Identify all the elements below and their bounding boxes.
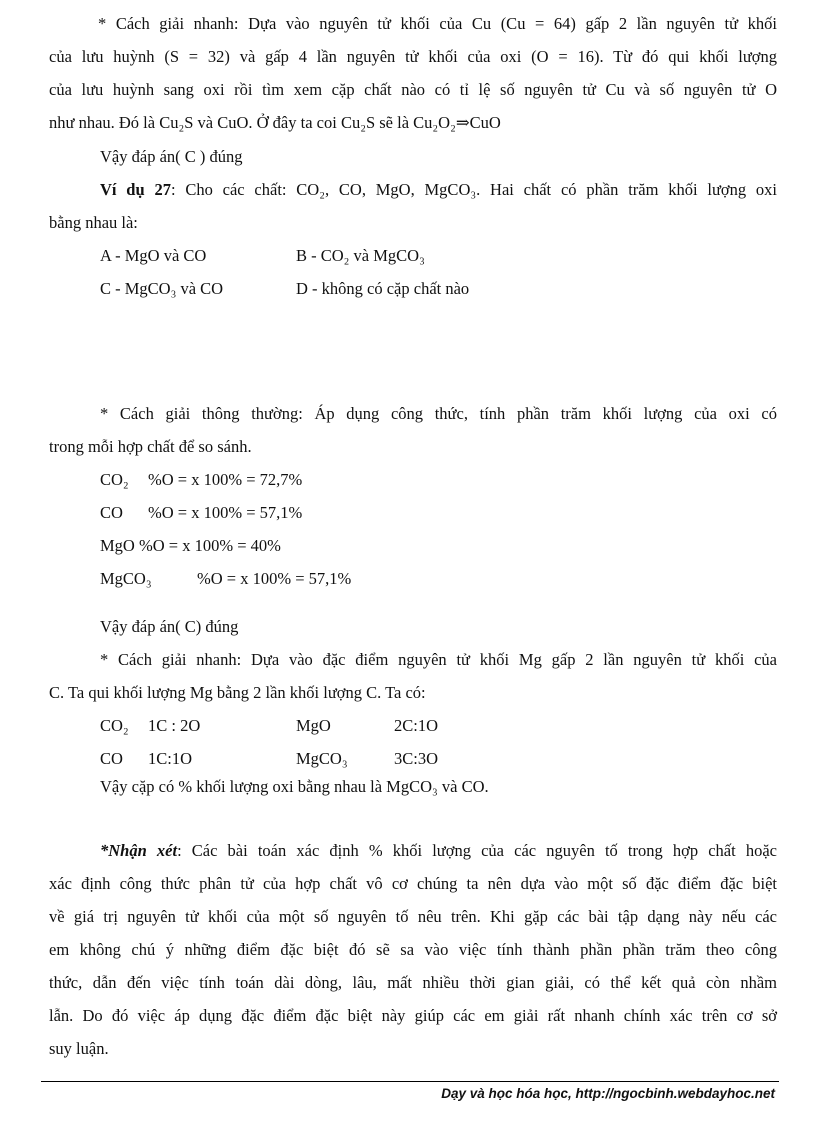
remark-line7: suy luận. bbox=[49, 1039, 109, 1058]
ratio-row bbox=[100, 749, 438, 769]
ratio-formula-2: MgO bbox=[296, 716, 331, 735]
calc-expr: %O = x 100% = 57,1% bbox=[148, 503, 303, 522]
para3-line1: * Cách giải nhanh: Dựa vào đặc điểm nguyên tử khối Mg gấp 2 lần nguyên tử khối của bbox=[100, 650, 777, 669]
ratio-formula-1: CO₂ bbox=[100, 716, 129, 735]
example-line2: bằng nhau là: bbox=[49, 213, 138, 232]
ratio-formula-2: MgCO₃ bbox=[296, 749, 348, 768]
answer-1: Vậy đáp án( C ) đúng bbox=[100, 147, 243, 166]
example-line1 bbox=[49, 180, 777, 200]
ratio-row bbox=[100, 716, 438, 736]
calc-expr: %O = x 100% = 57,1% bbox=[197, 569, 352, 588]
calc-row bbox=[100, 470, 302, 490]
option-a: A - MgO và CO bbox=[100, 246, 207, 265]
calc-row bbox=[100, 503, 302, 523]
example-label: Ví dụ 27 bbox=[100, 180, 171, 199]
remark-line1 bbox=[49, 841, 777, 861]
calc-formula: MgO bbox=[100, 536, 135, 555]
remark-line1-text: : Các bài toán xác định % khối lượng của các nguyên tố trong hợp chất hoặc bbox=[177, 841, 777, 860]
para3-line2: C. Ta qui khối lượng Mg bằng 2 lần khối lượng C. Ta có: bbox=[49, 683, 426, 702]
remark-line2: xác định công thức phân tử của hợp chất vô cơ chúng ta nên dựa vào một số đặc điểm đặc biệt bbox=[49, 874, 777, 893]
option-d: D - không có cặp chất nào bbox=[296, 279, 470, 298]
answer-2: Vậy đáp án( C) đúng bbox=[100, 617, 239, 636]
footer-text: Dạy và học hóa học, http://ngocbinh.webdayhoc.net bbox=[441, 1086, 775, 1101]
calc-expr: %O = x 100% = 72,7% bbox=[148, 470, 303, 489]
ratio-value-1: 1C : 2O bbox=[148, 716, 201, 735]
calc-formula: MgCO₃ bbox=[100, 569, 152, 588]
calc-expr: %O = x 100% = 40% bbox=[139, 536, 281, 555]
remark-label: *Nhận xét bbox=[100, 841, 178, 860]
ratio-value-2: 3C:3O bbox=[394, 749, 439, 768]
ratio-value-2: 2C:1O bbox=[394, 716, 439, 735]
calc-formula: CO₂ bbox=[100, 470, 129, 489]
remark-line5: thức, dẫn đến việc tính toán dài dòng, lâu, mất nhiều thời gian giải, có thể kết quả còn nhầm bbox=[49, 973, 777, 992]
remark-line3: về giá trị nguyên tử khối của một số nguyên tố nêu trên. Khi gặp các bài tập dạng này nếu các bbox=[49, 907, 777, 926]
footer-divider bbox=[41, 1081, 779, 1082]
para1-line4: như nhau. Đó là Cu₂S và CuO. Ở đây ta coi Cu₂S sẽ là Cu₂O₂⇒CuO bbox=[49, 113, 501, 132]
para1-line2: của lưu huỳnh (S = 32) và gấp 4 lần nguyên tử khối của oxi (O = 16). Từ đó qui khối lượng bbox=[49, 47, 777, 66]
calc-row bbox=[100, 536, 281, 556]
ratio-formula-1: CO bbox=[100, 749, 123, 768]
calc-formula: CO bbox=[100, 503, 123, 522]
conclusion: Vậy cặp có % khối lượng oxi bằng nhau là MgCO₃ và CO. bbox=[100, 777, 489, 796]
remark-line6: lẫn. Do đó việc áp dụng đặc điểm đặc biệt này giúp các em giải rất nhanh chính xác trên cơ sở bbox=[49, 1006, 777, 1025]
para1-line1: * Cách giải nhanh: Dựa vào nguyên tử khối của Cu (Cu = 64) gấp 2 lần nguyên tử khối bbox=[98, 14, 777, 33]
para1-line3: của lưu huỳnh sang oxi rồi tìm xem cặp chất nào có tỉ lệ số nguyên tử Cu và số nguyên tử O bbox=[49, 80, 777, 99]
option-b: B - CO₂ và MgCO₃ bbox=[296, 246, 425, 265]
calc-row bbox=[100, 569, 351, 589]
para2-line2: trong mỗi hợp chất để so sánh. bbox=[49, 437, 252, 456]
remark-line4: em không chú ý những điểm đặc biệt đó sẽ sa vào việc tính thành phần phần trăm theo công bbox=[49, 940, 777, 959]
para2-line1: * Cách giải thông thường: Áp dụng công thức, tính phần trăm khối lượng của oxi có bbox=[100, 404, 777, 423]
example-line1-text: : Cho các chất: CO₂, CO, MgO, MgCO₃. Hai chất có phần trăm khối lượng oxi bbox=[170, 180, 778, 199]
ratio-value-1: 1C:1O bbox=[148, 749, 193, 768]
option-c: C - MgCO₃ và CO bbox=[100, 279, 224, 298]
